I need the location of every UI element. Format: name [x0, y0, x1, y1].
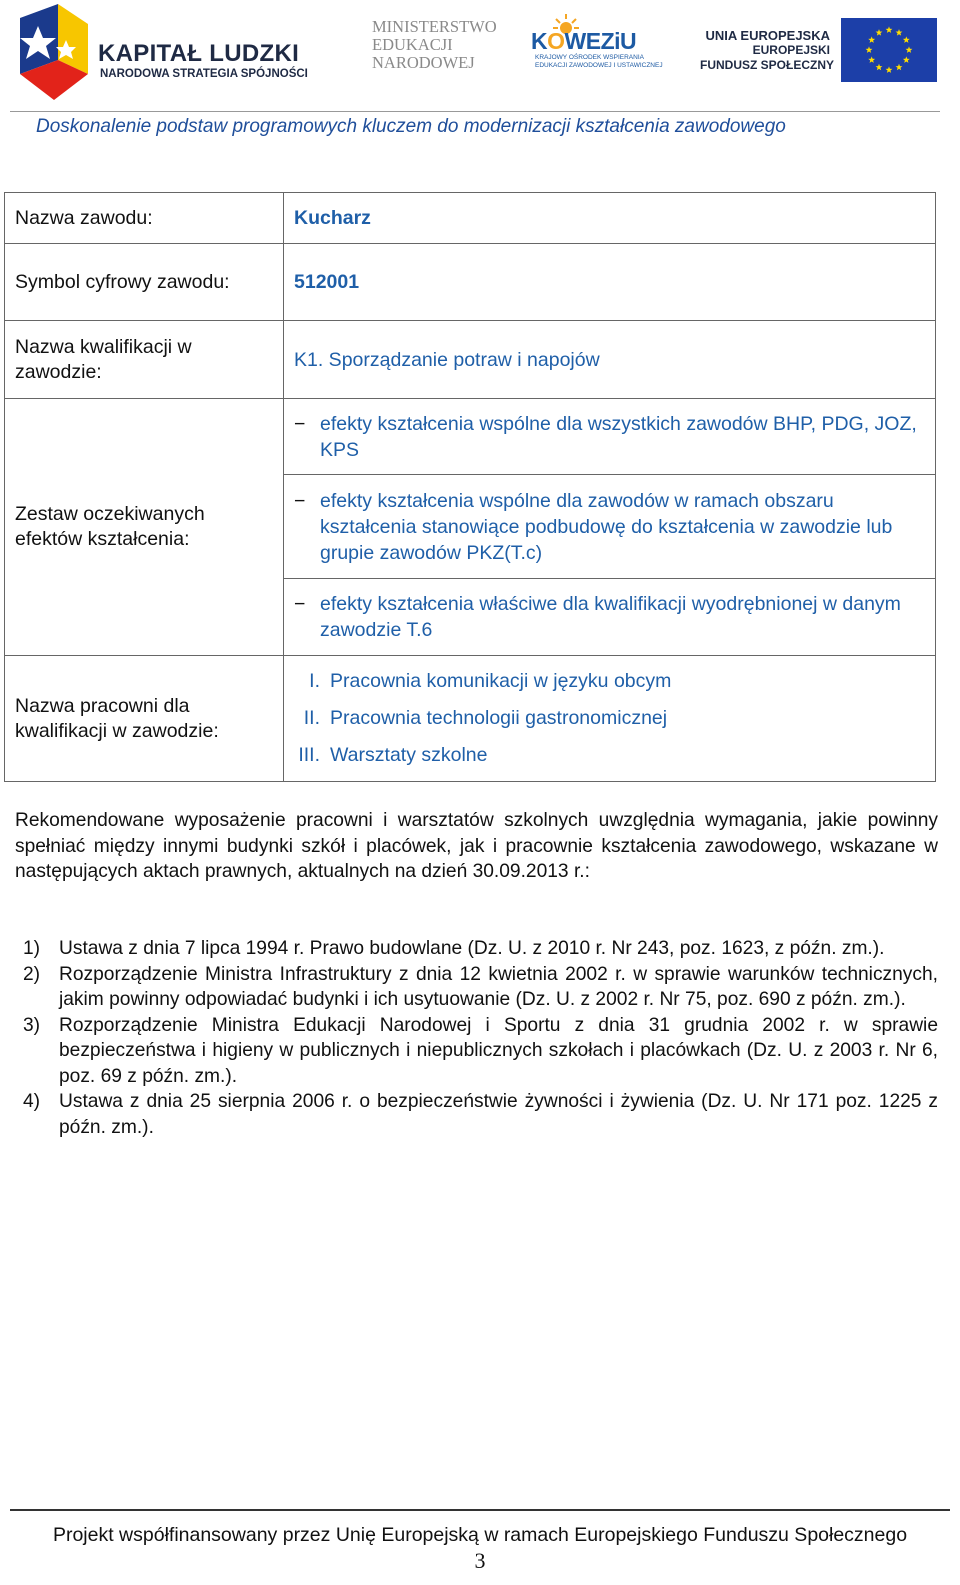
law-list: [15, 936, 938, 1140]
men-logo: [372, 18, 512, 78]
kapital-ludzki-title: KAPITAŁ LUDZKI: [98, 40, 300, 67]
zawod-label: Nazwa zawodu:: [5, 193, 284, 244]
header-logos: [0, 0, 960, 112]
efekty-label: Zestaw oczekiwanych efektów kształcenia:: [5, 399, 284, 656]
page-number: 3: [474, 1548, 486, 1573]
symbol-value: 512001: [284, 244, 936, 321]
kwalifikacja-label: Nazwa kwalifikacji w zawodzie:: [5, 321, 284, 399]
row-symbol: [5, 244, 936, 321]
list-item: [15, 1089, 938, 1140]
row-zawod: [5, 193, 936, 244]
efekt-dash: −: [294, 412, 306, 435]
law-text: Ustawa z dnia 7 lipca 1994 r. Prawo budowlane (Dz. U. z 2010 r. Nr 243, poz. 1623, z późn. zm.).: [59, 938, 885, 959]
kapital-ludzki-mark-icon: [14, 4, 94, 100]
pracownie-list: [284, 656, 936, 782]
eu-flag-icon: [841, 18, 937, 82]
zawod-value: Kucharz: [284, 193, 936, 244]
room-name: Pracownia technologii gastronomicznej: [330, 707, 668, 729]
list-item: [15, 1013, 938, 1090]
kwalifikacja-value: K1. Sporządzanie potraw i napojów: [284, 321, 936, 399]
kapital-ludzki-subtitle: NARODOWA STRATEGIA SPÓJNOŚCI: [100, 68, 308, 80]
law-number: 1): [23, 938, 41, 959]
footer-divider: [10, 1509, 950, 1511]
symbol-label: Symbol cyfrowy zawodu:: [5, 244, 284, 321]
room-name: Pracownia komunikacji w języku obcym: [330, 670, 672, 692]
room-name: Warsztaty szkolne: [330, 744, 488, 766]
room-number: III.: [298, 744, 320, 766]
room-number: I.: [309, 670, 320, 692]
law-text: Ustawa z dnia 25 sierpnia 2006 r. o bezpieczeństwie żywności i żywienia (Dz. U. Nr 171 poz. 1225 z późn. zm.).: [59, 1091, 938, 1138]
men-line-1: MINISTERSTWO: [372, 17, 497, 36]
row-pracownie: [5, 656, 936, 782]
law-number: 3): [23, 1014, 41, 1036]
koweziu-subtitle: KRAJOWY OŚRODEK WSPIERANIA EDUKACJI ZAWODOWEJ I USTAWICZNEJ: [535, 54, 663, 69]
efekt-item: [284, 579, 936, 656]
efekt-text: efekty kształcenia właściwe dla kwalifikacji wyodrębnionej w danym zawodzie T.6: [320, 593, 901, 641]
list-item: [284, 663, 935, 700]
list-item: [15, 936, 938, 962]
law-number: 2): [23, 963, 41, 985]
koweziu-logo: [525, 14, 663, 78]
men-line-2: EDUKACJI: [372, 35, 453, 54]
project-title: Doskonalenie podstaw programowych kluczem do modernizacji kształcenia zawodowego: [36, 116, 786, 137]
efekt-item: [284, 475, 936, 579]
room-number: II.: [303, 707, 320, 729]
header-divider: [10, 111, 940, 112]
efekt-dash: −: [294, 593, 306, 615]
law-text: Rozporządzenie Ministra Infrastruktury z dnia 12 kwietnia 2002 r. w sprawie warunków technicznych, jakim powinny odpowiadać budynki i ich usytuowanie (Dz. U. z 2002 r. Nr 75, poz. 690 z późn. zm.).: [59, 963, 938, 1010]
law-number: 4): [23, 1091, 41, 1112]
intro-paragraph: Rekomendowane wyposażenie pracowni i warsztatów szkolnych uwzględnia wymagania, jakie powinny spełniać między innymi budynki szkół i placówek, jak i pracownie kształcenia zawodowego, wskazane w następujących aktach prawnych, aktualnych na dzień 30.09.2013 r.:: [15, 810, 938, 882]
qualification-table: [4, 192, 936, 782]
row-efekty-1: [5, 399, 936, 475]
efekt-dash: −: [294, 489, 306, 512]
pracownie-label: Nazwa pracowni dla kwalifikacji w zawodzie:: [5, 656, 284, 782]
koweziu-title: KOWEZiU: [531, 28, 637, 54]
kapital-ludzki-logo: [14, 4, 324, 100]
efekt-item: [284, 399, 936, 475]
list-item: [15, 962, 938, 1013]
efekt-text: efekty kształcenia wspólne dla zawodów w ramach obszaru kształcenia stanowiące podbudowę do kształcenia w zawodzie lub grupie zawodów PKZ(T.c): [320, 489, 893, 564]
list-item: [284, 700, 935, 737]
men-line-3: NARODOWEJ: [372, 53, 475, 72]
footer-funding-note: Projekt współfinansowany przez Unię Europejską w ramach Europejskiego Funduszu Społecznego: [52, 1524, 908, 1546]
eu-logo: [700, 18, 940, 84]
list-item: [284, 737, 935, 774]
row-kwalifikacja: [5, 321, 936, 399]
law-text: Rozporządzenie Ministra Edukacji Narodowej i Sportu z dnia 31 grudnia 2002 r. w sprawie bezpieczeństwa i higieny w publicznych i niepublicznych szkołach i placówkach (Dz. U. z 2003 r. Nr 6, poz. 69 z późn. zm.).: [59, 1014, 938, 1087]
eu-logo-text: UNIA EUROPEJSKA EUROPEJSKI FUNDUSZ SPOŁECZNY: [700, 28, 835, 72]
efekt-text: efekty kształcenia wspólne dla wszystkich zawodów BHP, PDG, JOZ, KPS: [320, 412, 917, 461]
